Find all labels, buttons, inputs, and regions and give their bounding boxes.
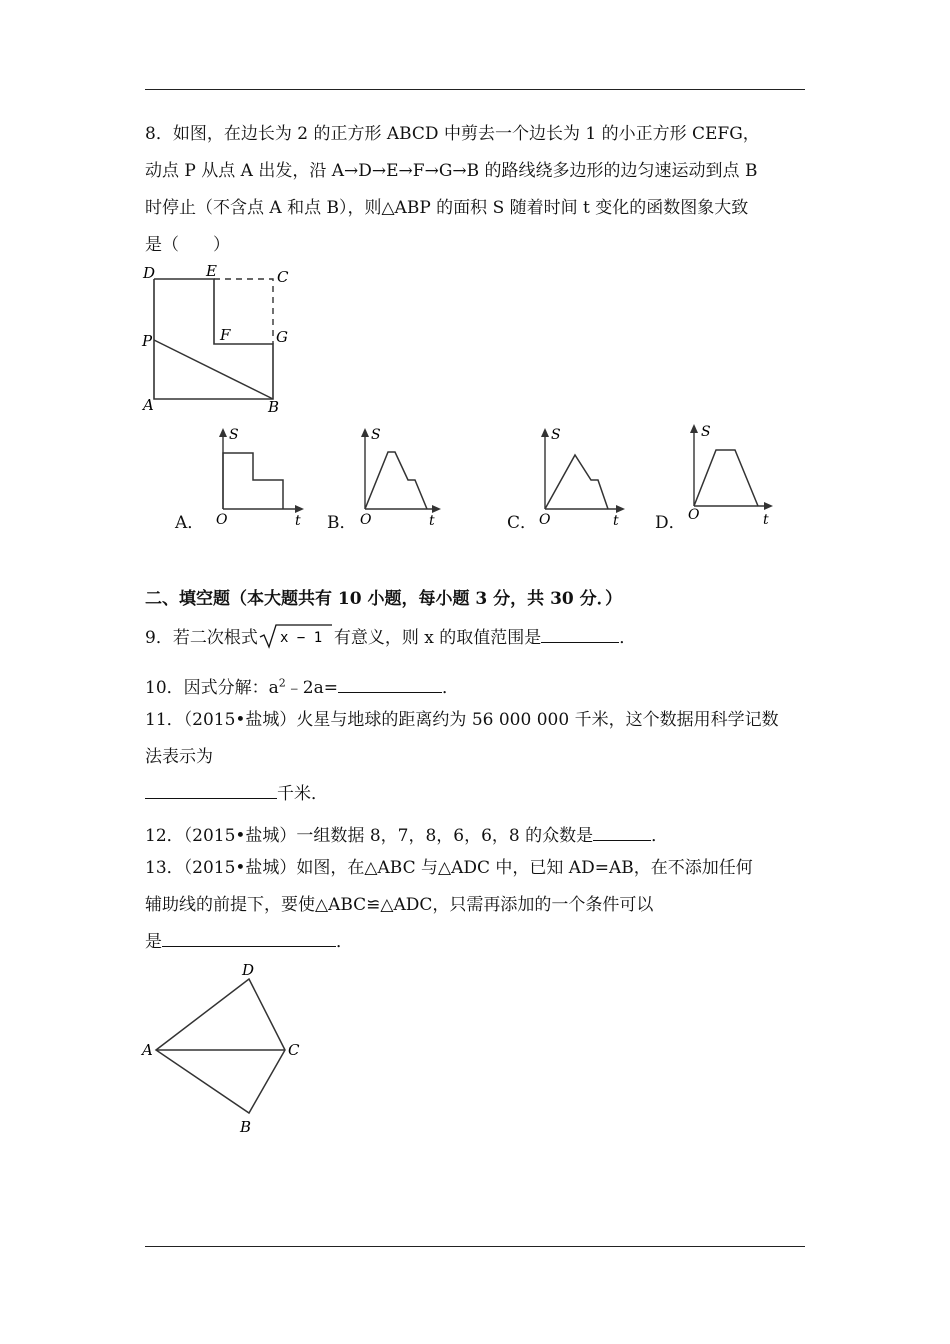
question-13 <box>145 850 810 961</box>
graph-curve <box>223 453 283 509</box>
q12-end: ． <box>651 826 669 846</box>
question-11 <box>145 702 810 813</box>
q9-radicand: x − 1 <box>279 630 322 646</box>
q13-line-1: 13．（2015•盐城）如图，在△ABC 与△ADC 中，已知 AD=AB，在不添加任何 <box>145 858 753 878</box>
label-b: B <box>240 1118 252 1136</box>
o-label: O <box>216 512 228 527</box>
s-axis-arrow <box>690 424 698 433</box>
question-12 <box>145 821 668 846</box>
s-axis-arrow <box>361 428 369 437</box>
t-axis-arrow <box>295 505 304 513</box>
q10-end: ． <box>441 678 459 698</box>
q9-end: ． <box>619 628 637 648</box>
q10-exponent: 2 <box>278 676 286 690</box>
q8-line-4: 是（ ） <box>145 235 230 255</box>
q10-pre: 10．因式分解：a <box>145 678 279 698</box>
quadrilateral-abcd <box>156 979 285 1113</box>
q8-line-3: 时停止（不含点 A 和点 B），则△ABP 的面积 S 随着时间 t 变化的函数图象大致 <box>145 198 749 218</box>
q11-unit: 千米． <box>277 784 328 804</box>
label-a: A <box>143 396 154 414</box>
q8-square-figure <box>140 262 300 420</box>
option-b-graph[interactable] <box>355 425 455 527</box>
label-c: C <box>288 1041 300 1059</box>
option-d-graph[interactable] <box>683 420 783 526</box>
q12-pre: 12．（2015•盐城）一组数据 8，7，8，6，6，8 的众数是 <box>145 826 594 846</box>
header-rule <box>145 89 805 90</box>
q8-line-2: 动点 P 从点 A 出发，沿 A→D→E→F→G→B 的路线绕多边形的边匀速运动到点 B <box>145 161 758 181</box>
q10-answer-blank[interactable] <box>338 675 442 693</box>
label-a: A <box>142 1041 153 1059</box>
q9-post: 有意义，则 x 的取值范围是 <box>333 628 542 648</box>
t-axis-arrow <box>616 505 625 513</box>
t-label: t <box>295 513 301 527</box>
option-d-label[interactable]: D． <box>655 513 686 533</box>
s-label: S <box>229 427 239 443</box>
section-2-heading: 二、填空题（本大题共有 10 小题，每小题 3 分，共 30 分．） <box>145 589 623 609</box>
q10-mid: ﹣2a= <box>285 678 338 698</box>
label-d: D <box>143 264 156 282</box>
s-label: S <box>701 424 711 440</box>
figure-outline <box>154 279 273 399</box>
segment-pb <box>154 340 273 399</box>
option-b-label[interactable]: B． <box>327 513 357 533</box>
label-g: G <box>276 328 288 346</box>
sqrt-symbol <box>258 623 334 649</box>
o-label: O <box>539 512 551 527</box>
q13-line-2: 辅助线的前提下，要使△ABC≌△ADC，只需再添加的一个条件可以 <box>145 895 654 915</box>
option-c-label[interactable]: C． <box>507 513 538 533</box>
o-label: O <box>360 512 372 527</box>
option-a-graph[interactable] <box>210 425 310 527</box>
q13-answer-blank[interactable] <box>162 929 336 947</box>
option-c-graph[interactable] <box>535 425 635 527</box>
label-b: B <box>268 398 280 416</box>
label-p: P <box>142 332 153 350</box>
t-label: t <box>613 513 619 527</box>
option-a-label[interactable]: A． <box>175 513 205 533</box>
o-label: O <box>688 507 700 523</box>
q8-line-1: 8．如图，在边长为 2 的正方形 ABCD 中剪去一个边长为 1 的小正方形 CEFG， <box>145 124 760 144</box>
graph-curve <box>545 455 608 509</box>
s-axis-arrow <box>541 428 549 437</box>
q9-answer-blank[interactable] <box>541 625 619 643</box>
q11-line-3 <box>145 776 810 813</box>
q12-answer-blank[interactable] <box>593 823 651 841</box>
q13-line3-pre: 是 <box>145 932 162 952</box>
label-f: F <box>220 326 231 344</box>
question-8 <box>145 116 810 264</box>
q13-quadrilateral-figure <box>138 960 318 1138</box>
q13-line-3 <box>145 924 810 961</box>
question-9 <box>145 623 636 649</box>
t-label: t <box>429 513 435 527</box>
s-axis-arrow <box>219 428 227 437</box>
question-10 <box>145 673 459 698</box>
t-axis-arrow <box>432 505 441 513</box>
label-e: E <box>206 262 217 280</box>
q11-line-1: 11．（2015•盐城）火星与地球的距离约为 56 000 000 千米，这个数据用科学记数 <box>145 710 779 730</box>
graph-curve <box>694 450 758 506</box>
label-c: C <box>277 268 289 286</box>
t-axis-arrow <box>764 502 773 510</box>
footer-rule <box>145 1246 805 1247</box>
graph-curve <box>365 452 427 509</box>
q13-end: ． <box>336 932 353 952</box>
q11-answer-blank[interactable] <box>145 781 277 799</box>
q9-pre: 9．若二次根式 <box>145 628 258 648</box>
t-label: t <box>763 512 769 526</box>
s-label: S <box>371 427 381 443</box>
label-d: D <box>242 961 255 979</box>
q11-line-2: 法表示为 <box>145 747 213 767</box>
s-label: S <box>551 427 561 443</box>
